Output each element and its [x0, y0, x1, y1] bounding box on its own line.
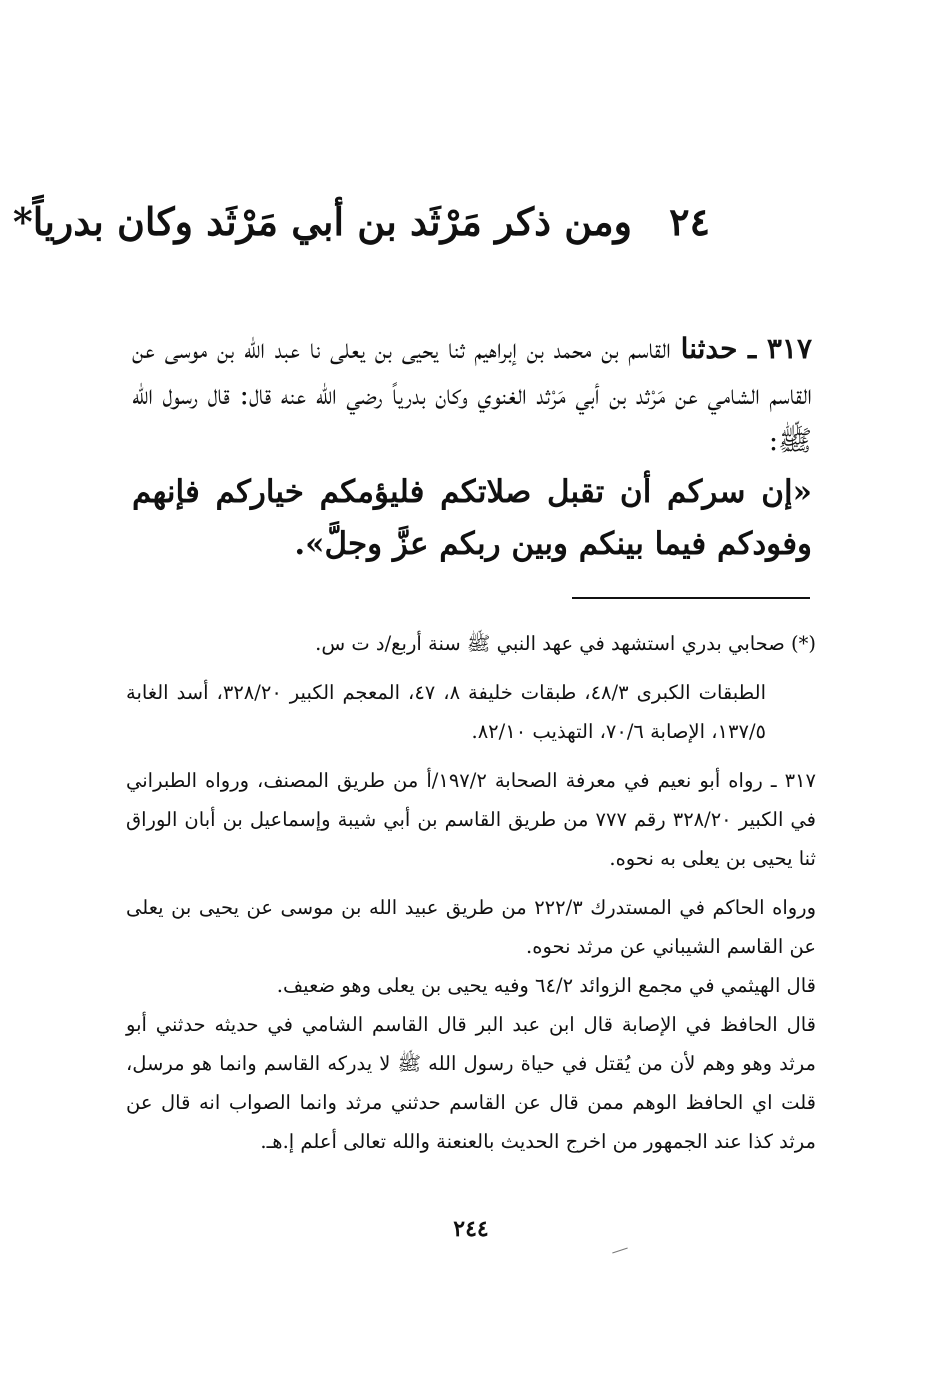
page-number: ٢٤٤ — [453, 1216, 489, 1242]
footnotes-section — [126, 624, 816, 1161]
chapter-number: ٢٤ — [669, 199, 710, 244]
hadith-number-lead: ٣١٧ ـ حدثنا — [680, 332, 812, 365]
scan-artifact-mark — [612, 1248, 628, 1254]
chapter-heading — [12, 192, 710, 252]
chapter-title-text: ومن ذكر مَرْثَد بن أبي مَرْثَد وكان بدرياً* — [12, 199, 632, 244]
hadith-isnad-paragraph — [132, 326, 812, 464]
footnote-biography-sources: الطبقات الكبرى ٤٨/٣، طبقات خليفة ٨، ٤٧، المعجم الكبير ٣٢٨/٢٠، أسد الغابة ١٣٧/٥، الإصابة ٧٠/٦، التهذيب ٨٢/١٠. — [126, 681, 766, 743]
footnote-haythami: قال الهيثمي في مجمع الزوائد ٦٤/٢ وفيه يحيى بن يعلى وهو ضعيف. — [276, 974, 816, 997]
footnote-ibn-hajar: قال الحافظ في الإصابة قال ابن عبد البر قال القاسم الشامي في حديثه حدثني أبو مرثد وهو وهم لأن من يُقتل في حياة رسول الله ﷺ لا يدركه القاسم وانما هو مرسل، قلت اي الحافظ الوهم ممن قال عن القاسم حدثني مرثد وانما الصواب انه قال عن مرثد كذا عند الجمهور من اخرج الحديث بالعنعنة والله تعالى أعلم إ.هـ. — [126, 1013, 816, 1153]
hadith-block — [132, 326, 812, 570]
footnote-takhrij-2: ورواه الحاكم في المستدرك ٢٢٢/٣ من طريق عبيد الله بن موسى عن يحيى بن يعلى عن القاسم الشيباني عن مرثد نحوه. — [126, 896, 816, 958]
hadith-isnad: القاسم بن محمد بن إبراهيم ثنا يحيى بن يعلى نا عبد الله بن موسى عن القاسم الشامي عن مَرْثد بن أبي مَرْثد الغنوي وكان بدرياً رضي الله عنه قال: قال رسول الله ﷺ: — [132, 332, 812, 457]
footnote-separator — [572, 597, 810, 599]
footnote-biography: (*) صحابي بدري استشهد في عهد النبي ﷺ سنة أربع/د ت س. — [315, 632, 816, 655]
hadith-matn: «إن سركم أن تقبل صلاتكم فليؤمكم خياركم فإنهم وفودكم فيما بينكم وبين ربكم عزَّ وجلَّ». — [132, 474, 812, 562]
footnote-takhrij-1: ٣١٧ ـ رواه أبو نعيم في معرفة الصحابة ١٩٧/٢/أ من طريق المصنف، ورواه الطبراني في الكبير ٣٢٨/٢٠ رقم ٧٧٧ من طريق القاسم بن أبي شيبة وإسماعيل بن أبان الوراق ثنا يحيى بن يعلى به نحوه. — [126, 769, 816, 870]
